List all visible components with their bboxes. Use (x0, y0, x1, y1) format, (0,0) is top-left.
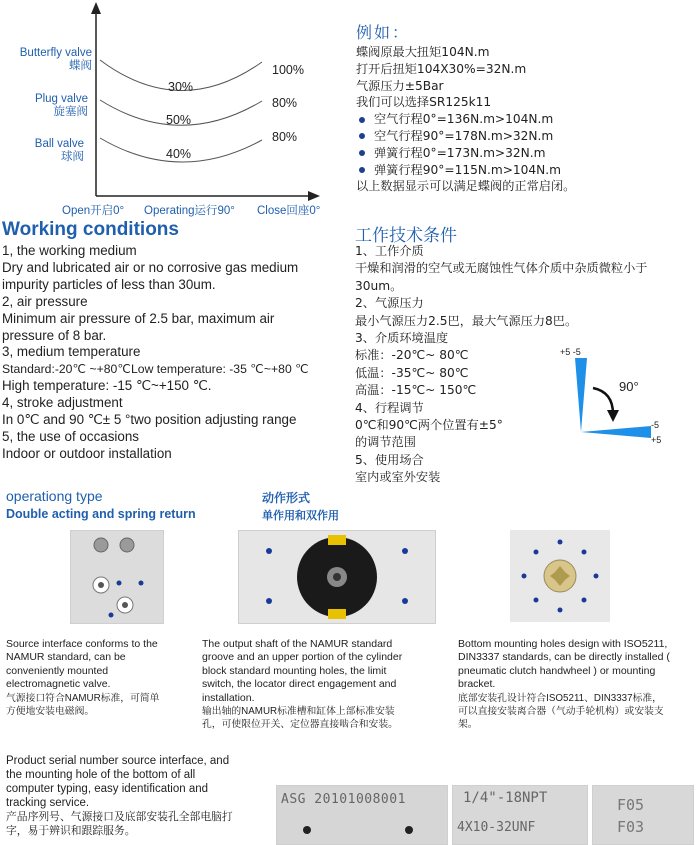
mid-pct-plug: 50% (166, 113, 192, 127)
photo-flange-engraving (592, 785, 694, 845)
operation-type-subtitle: Double acting and spring return (6, 507, 196, 521)
valve-label-butterfly: Butterfly valve 蝶阀 (19, 47, 92, 72)
cn-line: 的调节范围 (355, 435, 416, 450)
cn-line: 0℃和90℃两个位置有±5° (355, 418, 503, 433)
serial-number-text: ASG 20101008001 (281, 792, 406, 807)
thread-text-bottom: 4X10-32UNF (457, 820, 536, 835)
bottom-mounting-graphic (510, 530, 610, 622)
caption-namur-shaft: The output shaft of the NAMUR standard groove and an upper portion of the cylinder block standard mounting holes, the limit switch, the locator direct engagement and installation. 输出轴的NAMUR标准槽和缸体上部标准安装 孔，可使限位开关、定位器直接啮合和安装。 (202, 638, 403, 731)
example-line: 气源压力±5Bar (356, 78, 444, 93)
wc-line: impurity particles of less than 30um. (2, 276, 216, 292)
cn-line: 2、气源压力 (355, 296, 424, 311)
x-label-operating: Operating运行90° (144, 205, 235, 217)
example-line: 蝶阀原最大扭矩104N.m (356, 45, 490, 59)
cn-line: 3、介质环境温度 (355, 331, 449, 346)
example-line: 打开后扭矩104X30%=32N.m (356, 61, 527, 76)
right-pct-plug: 80% (272, 96, 298, 110)
working-conditions-cn-title: 工作技术条件 (355, 226, 457, 246)
mounting-hole (405, 826, 413, 834)
x-label-open: Open开启0° (62, 205, 125, 217)
example-bullet: 弹簧行程90°=115N.m>104N.m (356, 162, 575, 179)
cn-line: 标准：-20℃~ 80℃ (355, 348, 469, 363)
caption-bottom-mounting: Bottom mounting holes design with ISO5211, DIN3337 standards, can be directly installed ( pneumatic clutch handwheel ) or mounting bracket. 底部安装孔设计符合ISO5211、DIN3337标准， 可以直接安装离合器（气动手轮机构）或安装支 架。 (458, 638, 670, 731)
cn-line: 室内或室外安装 (355, 470, 441, 485)
stroke-angle-diagram (555, 344, 695, 448)
thread-text-top: 1/4"-18NPT (463, 790, 548, 806)
wc-line: pressure of 8 bar. (2, 327, 107, 343)
angle-bottom-plus: +5 (651, 435, 662, 445)
photo-bottom-mounting (510, 530, 610, 622)
angle-top-label: +5 -5 (560, 347, 581, 357)
example-bullet: 空气行程0°=136N.m>104N.m (356, 111, 575, 128)
bullet-dot (359, 167, 365, 173)
cn-line: 30um。 (355, 278, 403, 293)
bullet-dot (359, 133, 365, 139)
operation-type-cn-title: 动作形式 (262, 491, 311, 505)
cn-line: 4、行程调节 (355, 400, 424, 415)
bullet-dot (359, 117, 365, 123)
wc-line: 5, the use of occasions (2, 428, 139, 444)
right-pct-butterfly: 100% (272, 63, 304, 77)
wc-line: 2, air pressure (2, 293, 88, 309)
caption-source-interface: Source interface conforms to the NAMUR standard, can be conveniently mounted electromagnetic valve. 气源接口符合NAMUR标准，可简单 方便地安装电磁阀。 (6, 638, 160, 718)
wc-line: Dry and lubricated air or no corrosive gas medium (2, 259, 299, 275)
x-label-close: Close回座0° (257, 205, 321, 217)
working-conditions-body (2, 243, 362, 463)
working-conditions-title: Working conditions (2, 219, 179, 240)
photo-thread-engraving (452, 785, 588, 845)
caption-serial-number: Product serial number source interface, and the mounting hole of the bottom of all computer typing, easy identification and tracking service. 产品序列号、气源接口及底部安装孔全部电脑打 字，易于辨识和跟踪服务。 (6, 755, 233, 837)
valve-label-plug: Plug valve 旋塞阀 (34, 93, 88, 118)
mid-pct-ball: 40% (166, 147, 192, 161)
cn-line: 低温：-35℃~ 80℃ (355, 365, 469, 380)
example-bullet: 弹簧行程0°=173N.m>32N.m (356, 145, 575, 162)
bullet-dot (359, 150, 365, 156)
wc-line: 4, stroke adjustment (2, 395, 123, 411)
example-bullet: 空气行程90°=178N.m>32N.m (356, 128, 575, 145)
angle-90-label: 90° (619, 379, 639, 394)
mounting-hole (303, 826, 311, 834)
wc-line: 1, the working medium (2, 243, 137, 258)
wc-line: Minimum air pressure of 2.5 bar, maximum air (2, 310, 275, 326)
valve-label-ball: Ball valve 球阀 (34, 138, 84, 163)
wc-line: Standard:-20℃ ~+80℃Low temperature: -35 ℃~+80 ℃ (2, 362, 309, 377)
wc-line: Indoor or outdoor installation (2, 445, 172, 461)
torque-chart (0, 0, 340, 220)
photo-serial-engraving (276, 785, 448, 845)
flange-text-bottom: F03 (617, 818, 645, 836)
right-pct-ball: 80% (272, 130, 298, 144)
example-body (356, 44, 575, 195)
cn-line: 5、使用场合 (355, 452, 424, 467)
wc-line: 3, medium temperature (2, 344, 141, 360)
photo-namur-shaft (238, 530, 436, 624)
source-interface-graphic (71, 531, 163, 623)
operation-type-cn-subtitle: 单作用和双作用 (262, 509, 339, 522)
example-line: 我们可以选择SR125k11 (356, 95, 492, 110)
wc-line: In 0℃ and 90 ℃± 5 °two position adjusting range (2, 412, 297, 428)
cn-line: 高温：-15℃~ 150℃ (355, 383, 477, 398)
namur-shaft-graphic (239, 531, 435, 623)
cn-line: 干燥和润滑的空气或无腐蚀性气体介质中杂质微粒小于 (355, 261, 648, 276)
mid-pct-butterfly: 30% (168, 80, 194, 94)
cn-line: 1、工作介质 (355, 244, 424, 258)
cn-line: 最小气源压力2.5巴，最大气源压力8巴。 (355, 313, 578, 328)
photo-source-interface (70, 530, 164, 624)
wc-line: High temperature: -15 ℃~+150 ℃. (2, 378, 212, 394)
operation-type-title: operationg type (6, 488, 103, 504)
angle-bottom-minus: -5 (651, 420, 660, 430)
example-title: 例如： (356, 23, 411, 42)
flange-text-top: F05 (617, 796, 645, 814)
angle-diagram-graphic (555, 344, 695, 448)
example-footer: 以上数据显示可以满足蝶阀的正常启闭。 (356, 179, 576, 194)
